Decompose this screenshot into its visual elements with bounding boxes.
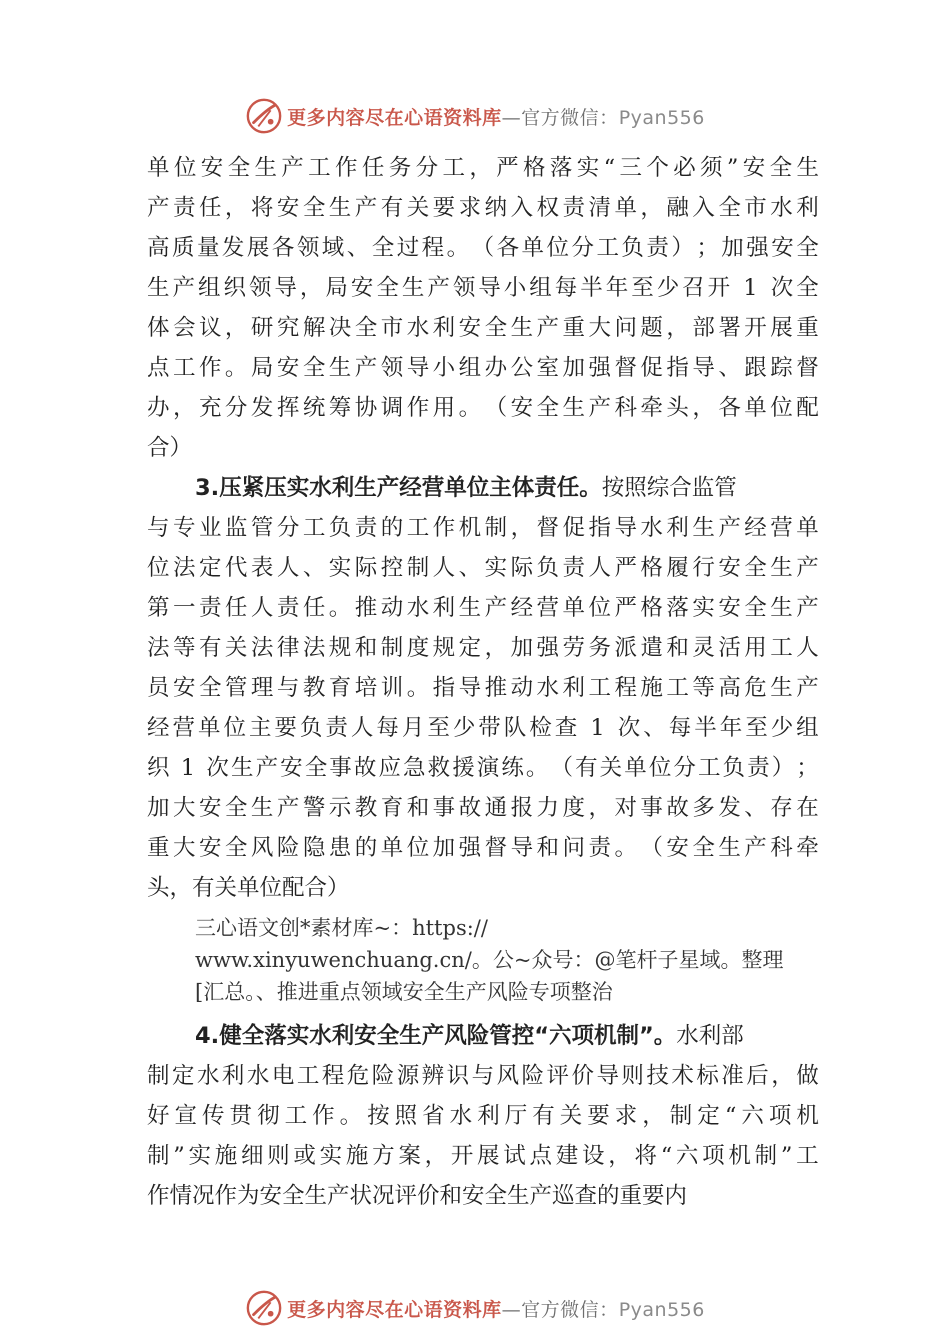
text-line: 产 责 任 ， 将 安 全 生 产 有 关 要 求 纳 入 权 责 清 单 ， 融 入 全 市 水 利 xyxy=(147,195,819,221)
section-3-heading: 3.压紧压实水利生产经营单位主体责任。 xyxy=(195,475,602,501)
header-banner xyxy=(0,96,950,136)
banner-wechat-id: Pyan556 xyxy=(618,106,705,129)
document-body xyxy=(147,148,819,1216)
watermark-line: [汇总。、推进重点领域安全生产风险专项整治 xyxy=(195,980,613,1004)
section-4-first-line xyxy=(147,1016,819,1056)
text-line: 生 产 组 织 领 导 ， 局 安 全 生 产 领 导 小 组 每 半 年 至 少 召 开 1 次 全 xyxy=(147,275,819,301)
watermark-line: www.xinyuwenchuang.cn/。公~众号：@笔杆子星域。整理 xyxy=(195,948,784,972)
text-line: 织 1 次 生 产 安 全 事 故 应 急 救 援 演 练 。 （ 有 关 单 位 分 工 负 责 ） ； xyxy=(147,755,819,781)
banner-separator: — xyxy=(501,1298,522,1321)
text-line: 法 等 有 关 法 律 法 规 和 制 度 规 定 ， 加 强 劳 务 派 遣 和 灵 活 用 工 人 xyxy=(147,635,819,661)
text-line: 好 宣 传 贯 彻 工 作 。 按 照 省 水 利 厅 有 关 要 求 ， 制 定 “ 六 项 机 xyxy=(147,1103,819,1129)
section-3-first-line xyxy=(147,468,819,508)
text-line: 位 法 定 代 表 人 、 实 际 控 制 人 、 实 际 负 责 人 严 格 履 行 安 全 生 产 xyxy=(147,555,819,581)
banner-wechat-id: Pyan556 xyxy=(618,1298,705,1321)
banner-brand: 更多内容尽在心语资料库 xyxy=(287,1298,502,1321)
text-line: 制 定 水 利 水 电 工 程 危 险 源 辨 识 与 风 险 评 价 导 则 技 术 标 准 后 ， 做 xyxy=(147,1063,819,1089)
banner-separator: — xyxy=(501,106,522,129)
paragraph-continued xyxy=(147,148,819,468)
section-3-first-text: 按照综合监管 xyxy=(601,475,737,501)
text-line: 作情况作为安全生产状况评价和安全生产巡查的重要内 xyxy=(147,1183,688,1209)
brand-logo-icon xyxy=(245,1289,283,1327)
text-line: 体 会 议 ， 研 究 解 决 全 市 水 利 安 全 生 产 重 大 问 题 ， 部 署 开 展 重 xyxy=(147,315,819,341)
text-line: 经 营 单 位 主 要 负 责 人 每 月 至 少 带 队 检 查 1 次 、 每 半 年 至 少 组 xyxy=(147,715,819,741)
watermark-block xyxy=(147,912,819,1008)
text-line: 合） xyxy=(147,435,193,461)
paragraph-section-3 xyxy=(147,468,819,908)
watermark-line: 三心语文创*素材库~：https:// xyxy=(195,916,488,940)
section-4-heading: 4.健全落实水利安全生产风险管控“六项机制”。 xyxy=(195,1023,677,1049)
section-4-first-text: 水利部 xyxy=(676,1023,744,1049)
text-line: 头，有关单位配合） xyxy=(147,875,350,901)
text-line: 高 质 量 发 展 各 领 域 、 全 过 程 。 （ 各 单 位 分 工 负 责 ） ； 加 强 安 全 xyxy=(147,235,819,261)
text-line: 办 ， 充 分 发 挥 统 筹 协 调 作 用 。 （ 安 全 生 产 科 牵 头 ， 各 单 位 配 xyxy=(147,395,819,421)
text-line: 重 大 安 全 风 险 隐 患 的 单 位 加 强 督 导 和 问 责 。 （ 安 全 生 产 科 牵 xyxy=(147,835,819,861)
text-line: 制 ” 实 施 细 则 或 实 施 方 案 ， 开 展 试 点 建 设 ， 将 “ 六 项 机 制 ” 工 xyxy=(147,1143,819,1169)
text-line: 加 大 安 全 生 产 警 示 教 育 和 事 故 通 报 力 度 ， 对 事 故 多 发 、 存 在 xyxy=(147,795,819,821)
paragraph-section-4 xyxy=(147,1016,819,1216)
text-line: 与 专 业 监 管 分 工 负 责 的 工 作 机 制 ， 督 促 指 导 水 利 生 产 经 营 单 xyxy=(147,515,819,541)
banner-wechat-label: 官方微信： xyxy=(521,1298,619,1321)
footer-banner xyxy=(0,1288,950,1328)
banner-brand: 更多内容尽在心语资料库 xyxy=(287,106,502,129)
text-line: 第 一 责 任 人 责 任 。 推 动 水 利 生 产 经 营 单 位 严 格 落 实 安 全 生 产 xyxy=(147,595,819,621)
brand-logo-icon xyxy=(245,97,283,135)
text-line: 员 安 全 管 理 与 教 育 培 训 。 指 导 推 动 水 利 工 程 施 工 等 高 危 生 产 xyxy=(147,675,819,701)
banner-wechat-label: 官方微信： xyxy=(521,106,619,129)
text-line: 单 位 安 全 生 产 工 作 任 务 分 工 ， 严 格 落 实 “ 三 个 必 须 ” 安 全 生 xyxy=(147,155,819,181)
text-line: 点 工 作 。 局 安 全 生 产 领 导 小 组 办 公 室 加 强 督 促 指 导 、 跟 踪 督 xyxy=(147,355,819,381)
